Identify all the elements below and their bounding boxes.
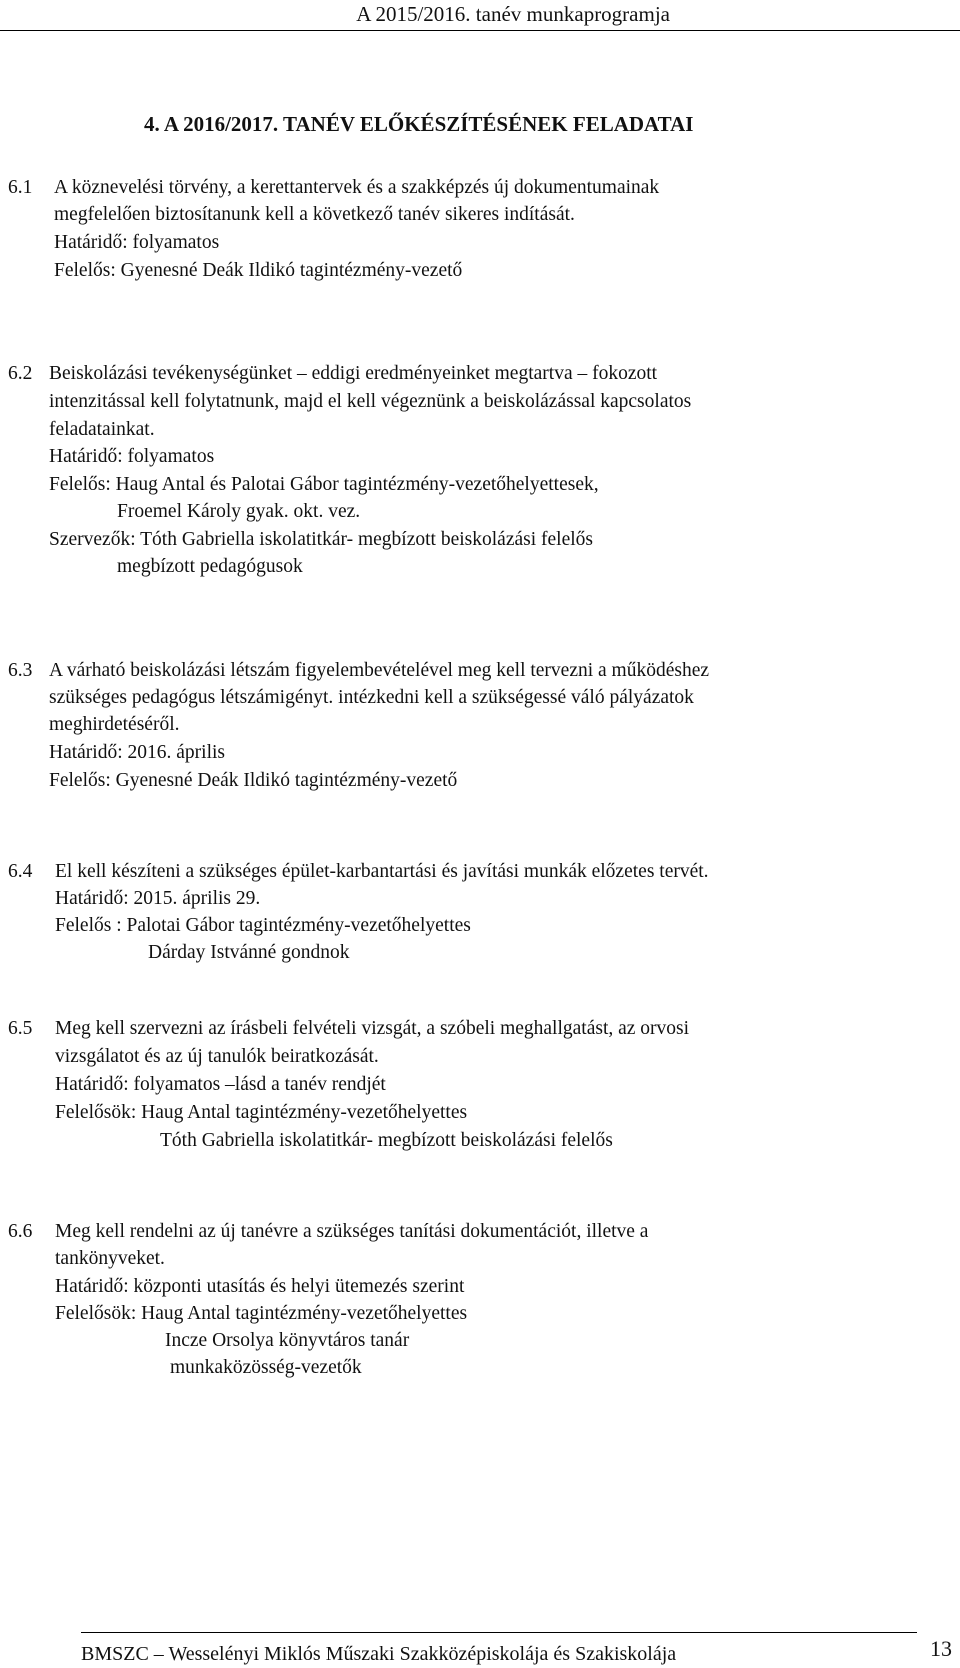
responsible-line: Dárday Istvánné gondnok [148,942,350,963]
footer-institution: BMSZC – Wesselényi Miklós Műszaki Szakközépiskolája és Szakiskolája [81,1643,677,1665]
responsible-line: Felelősök: Haug Antal tagintézmény-vezetőhelyettes [55,1303,468,1324]
section-line: intenzitással kell folytatnunk, majd el kell végeznünk a beiskolázással kapcsolatos [49,391,692,412]
section-line: Beiskolázási tevékenységünket – eddigi eredményeinket megtartva – fokozott [49,363,658,384]
section-number: 6.3 [8,660,33,681]
responsible-line: munkaközösség-vezetők [170,1357,362,1378]
deadline-line: Határidő: folyamatos –lásd a tanév rendjét [55,1074,386,1095]
responsible-line: Froemel Károly gyak. okt. vez. [117,501,361,522]
section-title: 4. A 2016/2017. TANÉV ELŐKÉSZÍTÉSÉNEK FELADATAI [144,112,694,136]
deadline-line: Határidő: központi utasítás és helyi ütemezés szerint [55,1276,465,1297]
section-number: 6.2 [8,363,33,384]
page-number: 13 [930,1636,952,1661]
section-number: 6.6 [8,1221,33,1242]
responsible-line: Felelős : Palotai Gábor tagintézmény-vezetőhelyettes [55,915,471,936]
responsible-line: Felelős: Gyenesné Deák Ildikó tagintézmény-vezető [54,260,463,281]
section-line: vizsgálatot és az új tanulók beiratkozását. [55,1046,379,1067]
organizers-line: Szervezők: Tóth Gabriella iskolatitkár- megbízott beiskolázási felelős [49,529,593,550]
section-line: A várható beiskolázási létszám figyelembevételével meg kell tervezni a működéshez [49,660,710,681]
section-number: 6.4 [8,861,33,882]
page-header [0,0,960,32]
section-number: 6.5 [8,1018,33,1039]
deadline-line: Határidő: 2016. április [49,742,226,763]
page-footer [0,1620,960,1668]
section-line: El kell készíteni a szükséges épület-karbantartási és javítási munkák előzetes tervét. [55,861,709,882]
section-line: Meg kell szervezni az írásbeli felvételi vizsgát, a szóbeli meghallgatást, az orvosi [55,1018,690,1039]
organizers-line: megbízott pedagógusok [117,556,303,577]
responsible-line: Tóth Gabriella iskolatitkár- megbízott beiskolázási felelős [160,1130,613,1151]
responsible-line: Felelős: Gyenesné Deák Ildikó tagintézmény-vezető [49,770,458,791]
section-line: tankönyveket. [55,1248,165,1269]
header-title: A 2015/2016. tanév munkaprogramja [356,2,670,26]
section-line: szükséges pedagógus létszámigényt. intézkedni kell a szükségessé váló pályázatok [49,687,694,708]
deadline-line: Határidő: folyamatos [54,232,220,253]
section-line: feladatainkat. [49,419,155,440]
footer-rule [81,1632,917,1633]
section-line: meghirdetéséről. [49,714,180,735]
responsible-line: Felelős: Haug Antal és Palotai Gábor tagintézmény-vezetőhelyettesek, [49,474,599,495]
deadline-line: Határidő: folyamatos [49,446,215,467]
section-line: A köznevelési törvény, a kerettantervek és a szakképzés új dokumentumainak [54,177,660,198]
section-number: 6.1 [8,177,33,198]
deadline-line: Határidő: 2015. április 29. [55,888,261,909]
section-line: Meg kell rendelni az új tanévre a szükséges tanítási dokumentációt, illetve a [55,1221,649,1242]
section-line: megfelelően biztosítanunk kell a következő tanév sikeres indítását. [54,204,575,225]
header-rule [0,30,960,31]
responsible-line: Incze Orsolya könyvtáros tanár [165,1330,410,1351]
responsible-line: Felelősök: Haug Antal tagintézmény-vezetőhelyettes [55,1102,468,1123]
